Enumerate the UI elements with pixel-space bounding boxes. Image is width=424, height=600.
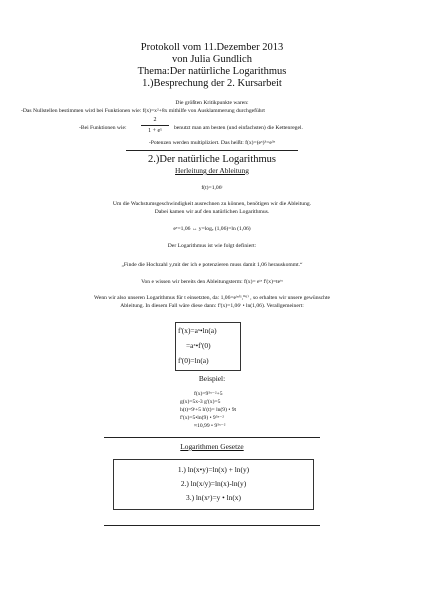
example-line-4: f'(x)=5•ln(9) • 9⁵ˣ⁻² xyxy=(180,415,224,421)
log-law-1: 1.) ln(x•y)=ln(x) + ln(y) xyxy=(177,465,250,474)
protocol-date: Protokoll vom 11.Dezember 2013 xyxy=(140,42,284,53)
criticism-point-2-prefix: -Bei Funktionen wie: xyxy=(79,125,127,131)
log-laws-box xyxy=(113,459,314,510)
formula-line-2: =aˣ•f'(0) xyxy=(186,341,211,350)
example-line-3: h(t)=9ᵗ+5 h'(t)= ln(9) • 9t xyxy=(180,407,237,413)
example-title: Beispiel: xyxy=(198,374,226,383)
formula-line-3: f'(0)=ln(a) xyxy=(178,356,209,365)
function-ft: f(t)=1,06ᵗ xyxy=(201,185,223,191)
log-laws-title: Logarithmen Gesetze xyxy=(180,442,244,451)
criticism-point-1: -Das Nullstellen bestimmen wird bei Funktionen wie: f(x)=x²+8x mithilfe von Ausklammerung durchgeführt xyxy=(21,108,265,114)
substitution-paragraph-2: Ableitung. In diesem Fall wäre diese dann: f'(x)=1,06ᵗ • ln(1,06). Verallgemeinert: xyxy=(120,303,304,309)
divider-line xyxy=(126,150,298,151)
example-line-2: g(x)=5x-3 g'(x)=5 xyxy=(180,399,221,405)
criticism-point-2-suffix: benutzt man am besten (und einfachsten) die Kettenregel. xyxy=(174,125,303,131)
example-line-1: f(x)=9⁵ˣ⁻²+5 xyxy=(194,391,223,397)
author-line: von Julia Gundlich xyxy=(172,54,252,65)
paragraph-growth: Um die Wachstumsgeschwindigkeit ausrechnen zu können, benötigen wir die Ableitung. xyxy=(112,201,312,207)
section-heading-2: 2.)Der natürliche Logarithmus xyxy=(148,154,276,165)
log-law-3: 3.) ln(xʸ)=y • ln(x) xyxy=(186,493,241,502)
derivation-subtitle: Herleitung der Ableitung xyxy=(175,166,249,175)
log-definition-quote: „Finde die Hochzahl y,mit der ich e potenzieren muss damit 1,06 herauskommt.“ xyxy=(121,262,303,268)
divider-line xyxy=(104,525,320,526)
criticism-title: Die größten Kritikpunkte waren: xyxy=(175,100,249,106)
fraction-denominator: 1 + eˣ xyxy=(148,128,162,134)
log-definition-intro: Der Logarithmus ist wie folgt definiert: xyxy=(167,243,257,249)
criticism-point-3: -Potenzen werden multipliziert. Das heißt: f(x)=(eˣ)³=e³ˣ xyxy=(148,140,276,146)
section-heading-1: 1.)Besprechung der 2. Kursarbeit xyxy=(142,78,282,89)
formula-line-1: f'(x)=aˣ•ln(a) xyxy=(178,326,217,335)
log-law-2: 2.) ln(x/y)=ln(x)-ln(y) xyxy=(180,479,247,488)
substitution-paragraph-1: Wenn wir also unseren Logarithmus für t einsetzten, da: 1,06=eˡⁿ⁽¹,⁰⁶⁾ , so erhalten wir unsere gewünschte xyxy=(94,295,330,301)
general-formula-box xyxy=(175,322,241,371)
example-line-5: ≈10,99 • 9⁵ˣ⁻² xyxy=(194,423,226,429)
fraction-bar xyxy=(141,125,169,126)
log-equation: eʸ=1,06 ↔ y=logₑ (1,06)=ln (1,06) xyxy=(173,226,251,232)
topic-line: Thema:Der natürliche Logarithmus xyxy=(137,66,287,77)
derivative-term: Von e wissen wir bereits den Ableitungsterm: f(x)= eᵗˣ f'(x)=teᵗˣ xyxy=(141,279,283,285)
paragraph-natural-log: Dabei kamen wir auf den natürlichen Logarithmus. xyxy=(154,209,270,215)
fraction-numerator: 2 xyxy=(153,117,157,123)
divider-line xyxy=(104,437,320,438)
